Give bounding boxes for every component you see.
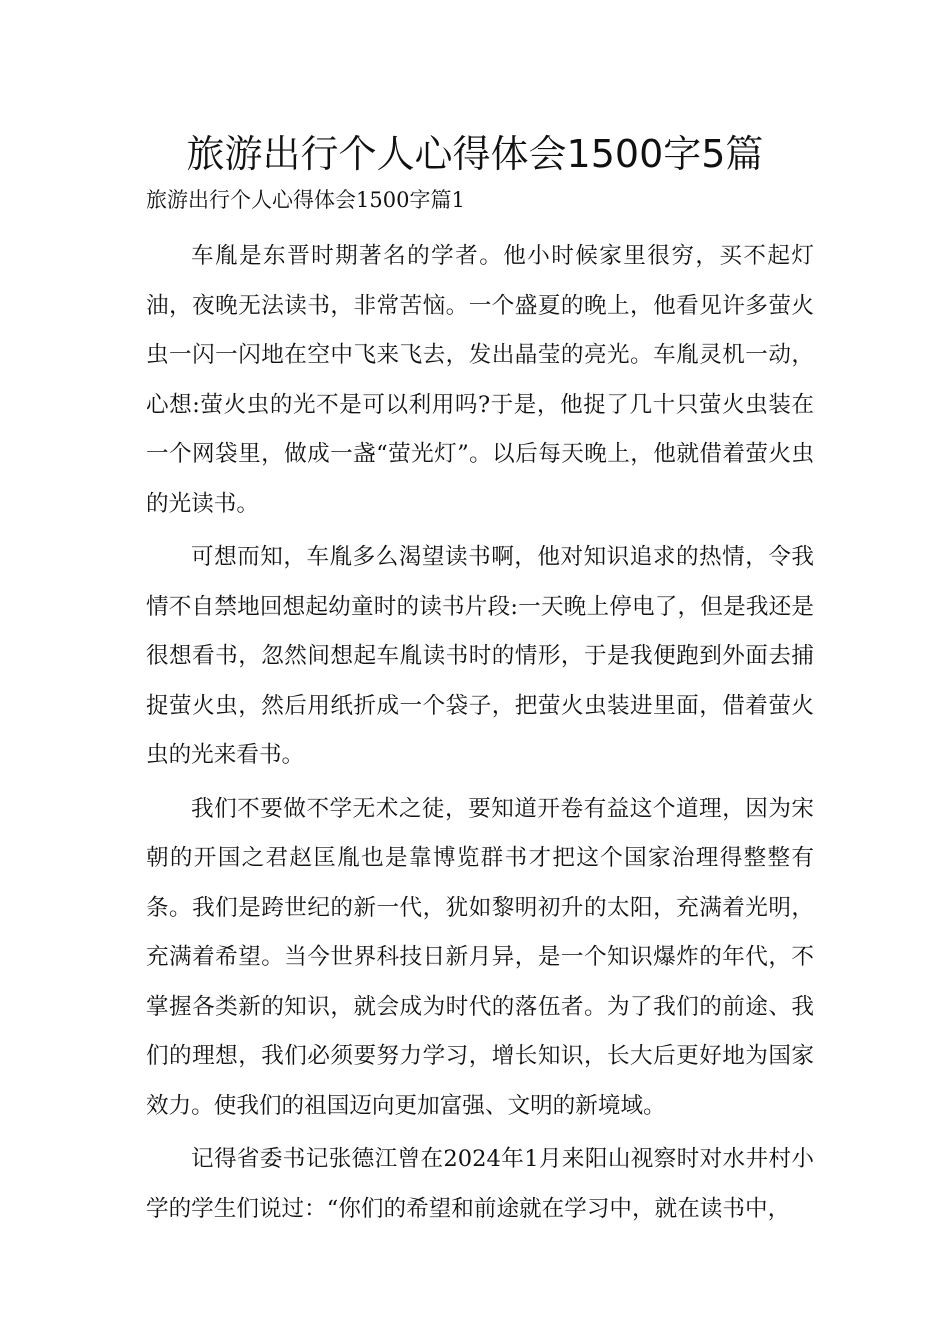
document-body <box>146 232 814 1238</box>
paragraph-3: 我们不要做不学无术之徒，要知道开卷有益这个道理，因为宋朝的开国之君赵匡胤也是靠博览群书才把这个国家治理得整整有条。我们是跨世纪的新一代，犹如黎明初升的太阳，充满着光明，充满着希望。当今世界科技日新月异，是一个知识爆炸的年代，不掌握各类新的知识，就会成为时代的落伍者。为了我们的前途、我们的理想，我们必须要努力学习，增长知识，长大后更好地为国家效力。使我们的祖国迈向更加富强、文明的新境域。 <box>146 795 814 1119</box>
paragraph-4: 记得省委书记张德江曾在2024年1月来阳山视察时对水井村小学的学生们说过：“你们的希望和前途就在学习中，就在读书中， <box>146 1146 814 1222</box>
section-subtitle: 旅游出行个人心得体会1500字篇1 <box>146 188 465 212</box>
paragraph-2: 可想而知，车胤多么渴望读书啊，他对知识追求的热情，令我情不自禁地回想起幼童时的读书片段:一天晚上停电了，但是我还是很想看书，忽然间想起车胤读书时的情形，于是我便跑到外面去捕捉萤火虫，然后用纸折成一个袋子，把萤火虫装进里面，借着萤火虫的光来看书。 <box>146 544 814 768</box>
document-title: 旅游出行个人心得体会1500字5篇 <box>186 132 764 176</box>
paragraph-1: 车胤是东晋时期著名的学者。他小时候家里很穷，买不起灯油，夜晚无法读书，非常苦恼。一个盛夏的晚上，他看见许多萤火虫一闪一闪地在空中飞来飞去，发出晶莹的亮光。车胤灵机一动，心想:萤火虫的光不是可以利用吗?于是，他捉了几十只萤火虫装在一个网袋里，做成一盏“萤光灯”。以后每天晚上，他就借着萤火虫的光读书。 <box>146 243 814 517</box>
